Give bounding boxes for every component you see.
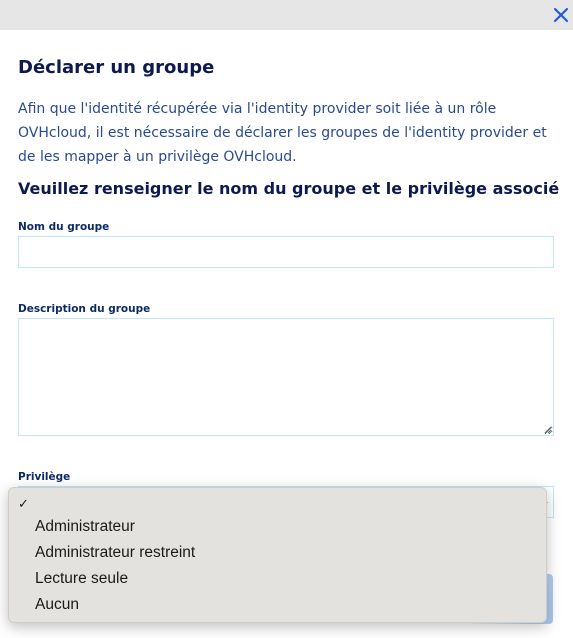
option-administrateur[interactable]: Administrateur [35, 518, 135, 535]
option-aucun[interactable]: Aucun [35, 596, 79, 613]
option-administrateur-restreint[interactable]: Administrateur restreint [35, 544, 196, 561]
group-name-label: Nom du groupe [18, 221, 110, 233]
modal-header-bar [0, 0, 573, 30]
group-description-label: Description du groupe [18, 303, 151, 315]
option-lecture-seule[interactable]: Lecture seule [35, 570, 129, 587]
modal-title: Déclarer un groupe [18, 57, 215, 78]
group-description-textarea[interactable] [18, 318, 554, 436]
modal-description: Afin que l'identité récupérée via l'identity provider soit liée à un rôle OVHcloud, il est nécessaire de déclarer les groupes de l'identity provider et de les mapper à un privilège OVHcloud. [18, 101, 547, 165]
group-description-wrapper [18, 318, 554, 436]
close-button[interactable] [551, 5, 571, 25]
close-icon [553, 7, 569, 23]
form-subtitle: Veuillez renseigner le nom du groupe et le privilège associé [18, 179, 560, 198]
resize-grip-icon[interactable] [544, 426, 552, 434]
privilege-label: Privilège [18, 471, 71, 483]
group-name-input[interactable] [18, 236, 554, 268]
privilege-dropdown-menu [8, 487, 547, 623]
check-icon: ✓ [18, 496, 29, 511]
